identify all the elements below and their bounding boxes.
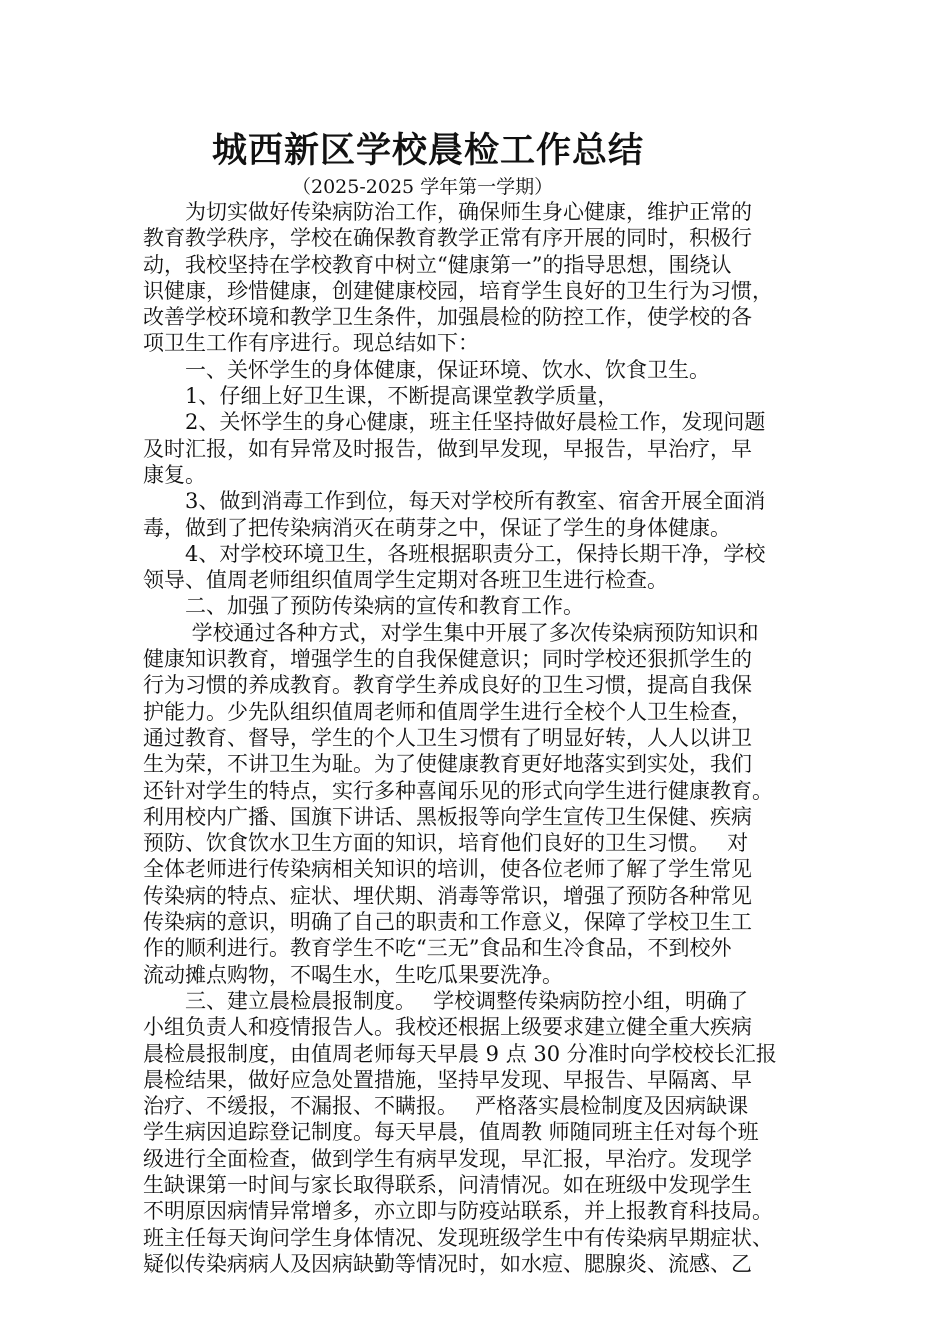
body-line: 班主任每天询问学生身体情况、发现班级学生中有传染病早期症状、 — [143, 1225, 773, 1250]
body-line: 动，我校坚持在学校教育中树立“健康第一”的指导思想，围绕认 — [143, 252, 732, 277]
body-line: 级进行全面检查，做到学生有病早发现，早汇报，早治疗。发现学 — [143, 1146, 752, 1171]
body-line: 传染病的意识，明确了自己的职责和工作意义，保障了学校卫生工 — [143, 910, 752, 935]
body-line: 及时汇报，如有异常及时报告，做到早发现，早报告，早治疗，早 — [143, 436, 752, 461]
body-line: 一、关怀学生的身体健康，保证环境、饮水、饮食卫生。 — [143, 357, 710, 382]
body-line: 康复。 — [143, 462, 206, 487]
body-line: 毒，做到了把传染病消灭在萌芽之中，保证了学生的身体健康。 — [143, 515, 731, 540]
body-line: 学校通过各种方式，对学生集中开展了多次传染病预防知识和 — [143, 620, 759, 645]
document-title: 城西新区学校晨检工作总结 — [212, 130, 645, 171]
body-line: 生为荣，不讲卫生为耻。为了使健康教育更好地落实到实处，我们 — [143, 752, 752, 777]
body-line: 通过教育、督导，学生的个人卫生习惯有了明显好转，人人以讲卫 — [143, 725, 752, 750]
body-line: 行为习惯的养成教育。教育学生养成良好的卫生习惯，提高自我保 — [143, 673, 752, 698]
body-line: 利用校内广播、国旗下讲话、黑板报等向学生宣传卫生保健、疾病 — [143, 804, 752, 829]
body-line: 改善学校环境和教学卫生条件，加强晨检的防控工作，使学校的各 — [143, 305, 752, 330]
body-line: 识健康，珍惜健康，创建健康校园，培育学生良好的卫生行为习惯， — [143, 278, 773, 303]
body-line: 学生病因追踪登记制度。每天早晨，值周教 师随同班主任对每个班 — [143, 1120, 759, 1145]
body-line: 还针对学生的特点，实行多种喜闻乐见的形式向学生进行健康教育。 — [143, 778, 773, 803]
body-line: 不明原因病情异常增多，亦立即与防疫站联系，并上报教育科技局。 — [143, 1199, 773, 1224]
body-line: 领导、值周老师组织值周学生定期对各班卫生进行检查。 — [143, 568, 668, 593]
body-line: 流动摊点购物，不喝生水，生吃瓜果要洗净。 — [143, 962, 563, 987]
body-line: 小组负责人和疫情报告人。我校还根据上级要求建立健全重大疾病 — [143, 1015, 752, 1040]
body-line: 2、关怀学生的身心健康，班主任坚持做好晨检工作，发现问题 — [143, 410, 766, 435]
document-subtitle: （2025-2025 学年第一学期） — [292, 176, 554, 198]
body-line: 作的顺利进行。教育学生不吃“三无”食品和生冷食品，不到校外 — [143, 936, 732, 961]
body-line: 二、加强了预防传染病的宣传和教育工作。 — [143, 594, 584, 619]
body-line: 生缺课第一时间与家长取得联系，问清情况。如在班级中发现学生 — [143, 1172, 752, 1197]
body-line: 3、做到消毒工作到位，每天对学校所有教室、宿舍开展全面消 — [143, 489, 766, 514]
body-line: 4、对学校环境卫生，各班根据职责分工，保持长期干净，学校 — [143, 541, 766, 566]
body-line: 为切实做好传染病防治工作，确保师生身心健康，维护正常的 — [143, 200, 752, 224]
body-line: 晨检结果，做好应急处置措施，坚持早发现、早报告、早隔离、早 — [143, 1067, 752, 1092]
body-line: 1、仔细上好卫生课，不断提高课堂教学质量， — [143, 384, 619, 409]
body-line: 治疗、不缓报，不漏报、不瞒报。 严格落实晨检制度及因病缺课 — [143, 1094, 749, 1119]
body-line: 晨检晨报制度，由值周老师每天早晨 9 点 30 分准时向学校校长汇报 — [143, 1041, 777, 1066]
body-line: 全体老师进行传染病相关知识的培训，使各位老师了解了学生常见 — [143, 857, 752, 882]
body-line: 预防、饮食饮水卫生方面的知识，培育他们良好的卫生习惯。 对 — [143, 831, 749, 856]
body-line: 传染病的特点、症状、埋伏期、消毒等常识，增强了预防各种常见 — [143, 883, 752, 908]
document-body — [143, 199, 823, 1277]
body-line: 项卫生工作有序进行。现总结如下： — [143, 331, 479, 356]
body-line: 护能力。少先队组织值周老师和值周学生进行全校个人卫生检查， — [143, 699, 752, 724]
body-line: 教育教学秩序，学校在确保教育教学正常有序开展的同时，积极行 — [143, 226, 752, 251]
body-line: 疑似传染病病人及因病缺勤等情况时，如水痘、腮腺炎、流感、乙 — [143, 1251, 752, 1276]
body-line: 健康知识教育，增强学生的自我保健意识；同时学校还狠抓学生的 — [143, 647, 752, 672]
body-line: 三、建立晨检晨报制度。 学校调整传染病防控小组，明确了 — [143, 988, 749, 1013]
